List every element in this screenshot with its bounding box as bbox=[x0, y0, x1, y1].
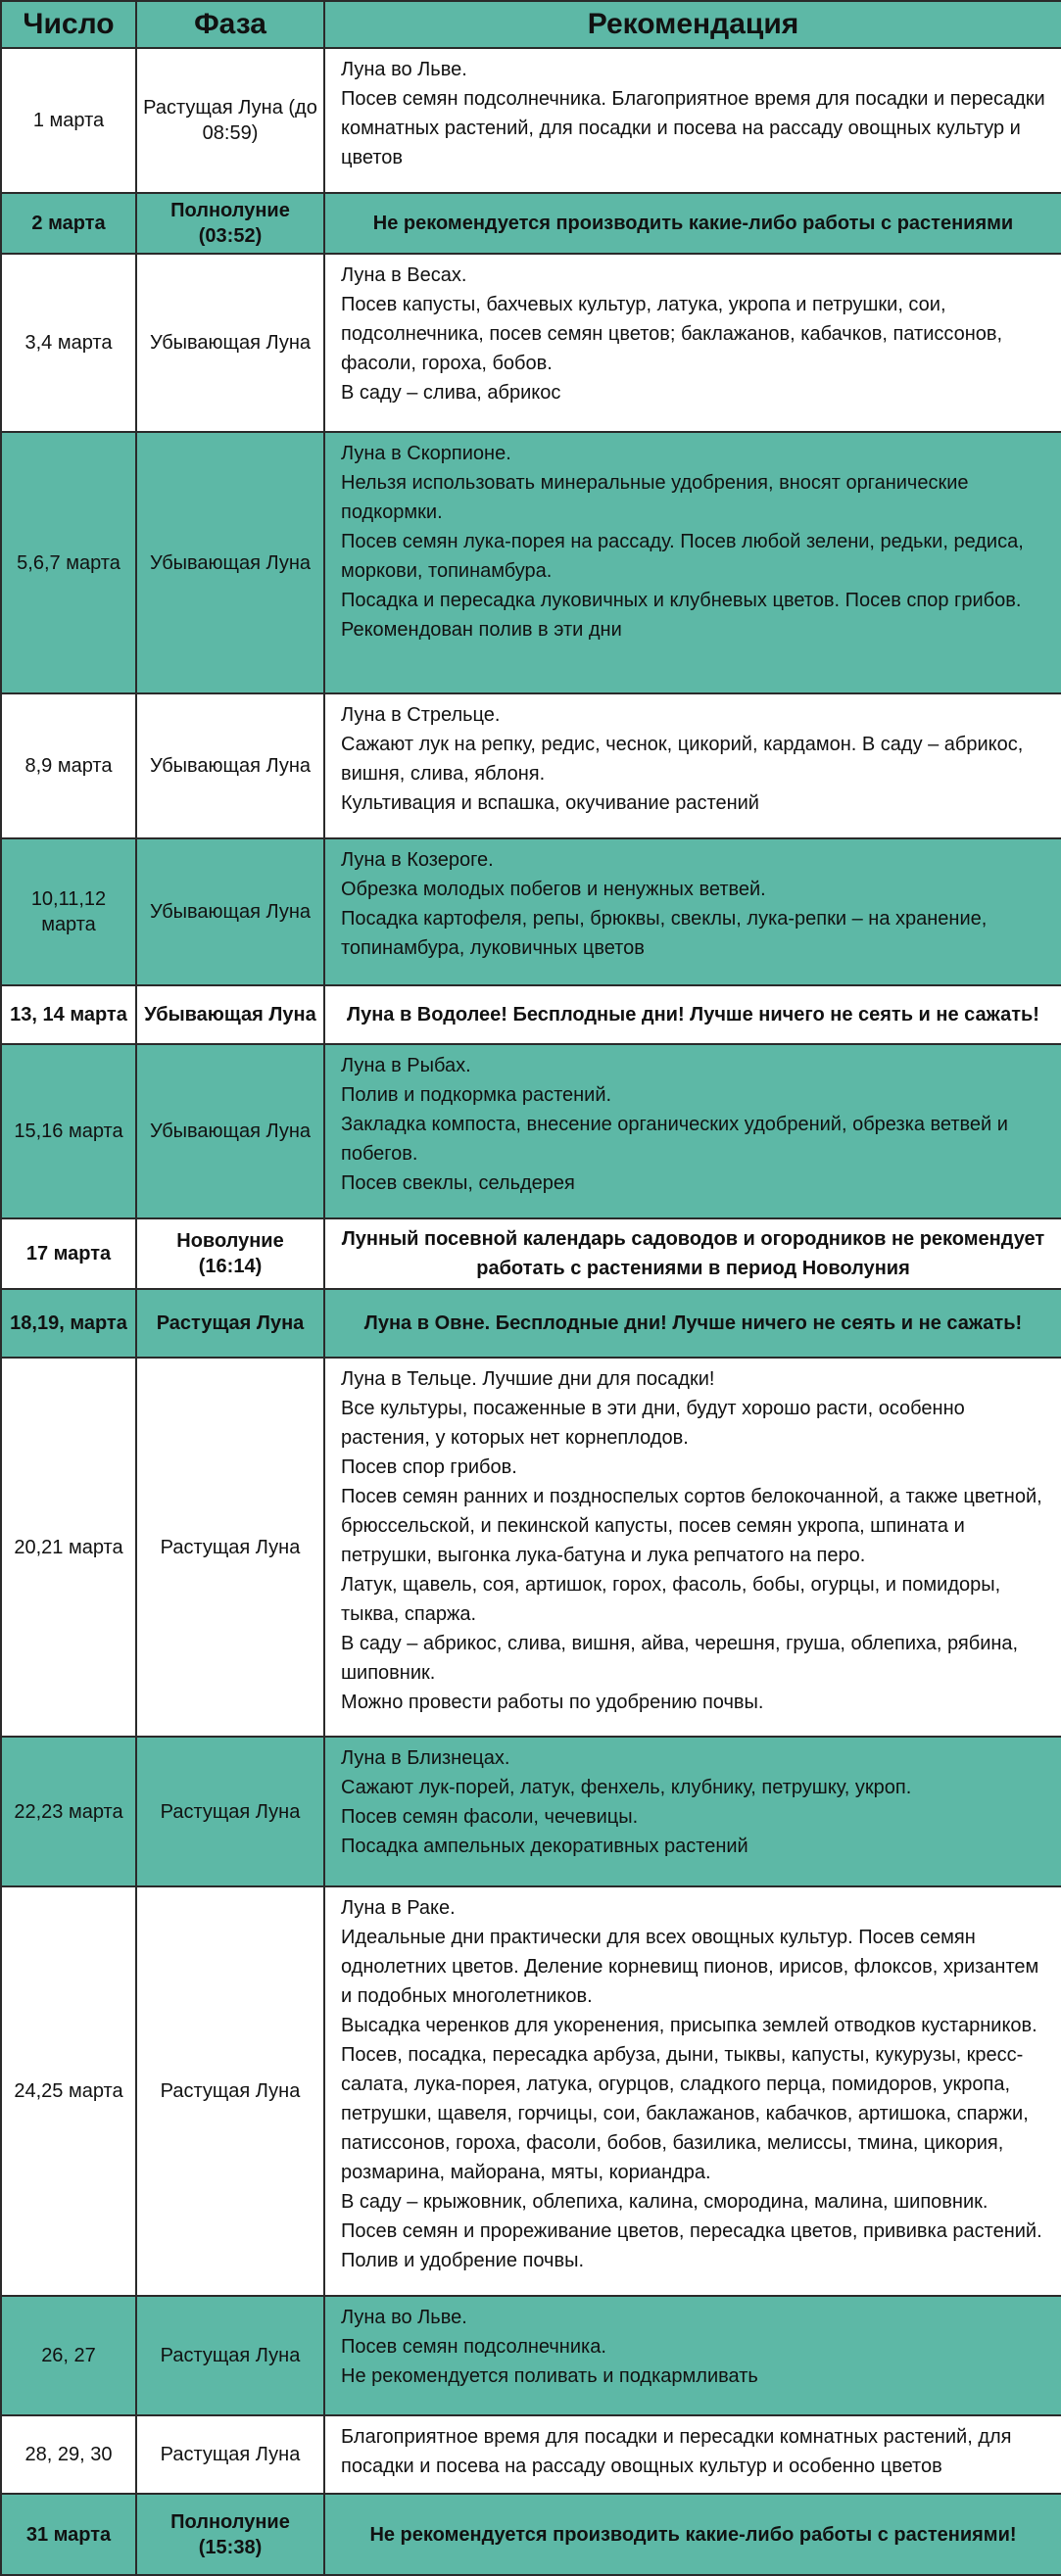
recommendation-line: Посев семян и прореживание цветов, пересадка цветов, прививка растений. bbox=[341, 2220, 1042, 2242]
recommendation-line: Луна в Козероге. bbox=[341, 849, 494, 871]
row-date: 5,6,7 марта bbox=[1, 432, 136, 693]
recommendation-line: Полив и удобрение почвы. bbox=[341, 2250, 585, 2271]
row-phase: Растущая Луна bbox=[136, 1886, 324, 2296]
table-row bbox=[1, 1289, 1061, 1358]
row-date: 8,9 марта bbox=[1, 693, 136, 838]
table-row bbox=[1, 1218, 1061, 1289]
row-date: 22,23 марта bbox=[1, 1737, 136, 1886]
recommendation-line: Полив и подкормка растений. bbox=[341, 1084, 612, 1106]
row-phase: Полнолуние (03:52) bbox=[136, 193, 324, 254]
table-row bbox=[1, 2494, 1061, 2575]
table-row bbox=[1, 1886, 1061, 2296]
recommendation-line: Можно провести работы по удобрению почвы. bbox=[341, 1692, 764, 1713]
table-row bbox=[1, 432, 1061, 693]
header-date: Число bbox=[1, 1, 136, 48]
recommendation-line: Лунный посевной календарь садоводов и огородников не рекомендует работать с растениями в период Новолуния bbox=[341, 1228, 1045, 1279]
row-phase: Убывающая Луна bbox=[136, 1044, 324, 1218]
recommendation-line: Сажают лук на репку, редис, чеснок, цикорий, кардамон. В саду – абрикос, вишня, слива, яблоня. bbox=[341, 734, 1024, 785]
row-recommendation bbox=[324, 1044, 1061, 1218]
recommendation-line: Посев, посадка, пересадка арбуза, дыни, тыквы, капусты, кукурузы, кресс-салата, лука-порея, латука, огурцов, сладкого перца, помидоров, укропа, петрушки, щавеля, горчицы, сои, баклажанов, кабачков, артишока, спаржи, патиссонов, гороха, фасоли, бобов, базилика, мелиссы, тмина, цикория, розмарина, майорана, мяты, кориандра. bbox=[341, 2044, 1029, 2183]
row-date: 2 марта bbox=[1, 193, 136, 254]
row-recommendation bbox=[324, 1737, 1061, 1886]
recommendation-line: Луна в Скорпионе. bbox=[341, 443, 511, 464]
row-date: 18,19, марта bbox=[1, 1289, 136, 1358]
recommendation-line: Посев семян ранних и поздноспелых сортов белокочанной, а также цветной, брюссельской, и пекинской капусты, посев семян укропа, шпината и петрушки, выгонка лука-батуна и лука репчатого на перо. bbox=[341, 1486, 1042, 1566]
recommendation-line: Идеальные дни практически для всех овощных культур. Посев семян однолетних цветов. Деление корневищ пионов, ирисов, флоксов, хризантем и подобных многолетников. bbox=[341, 1927, 1039, 2007]
recommendation-line: Луна в Водолее! Бесплодные дни! Лучше ничего не сеять и не сажать! bbox=[347, 1004, 1039, 1026]
recommendation-line: Луна в Тельце. Лучшие дни для посадки! bbox=[341, 1368, 715, 1390]
row-date: 26, 27 bbox=[1, 2296, 136, 2415]
recommendation-line: Нельзя использовать минеральные удобрения, вносят органические подкормки. bbox=[341, 472, 969, 523]
row-date: 20,21 марта bbox=[1, 1358, 136, 1737]
recommendation-line: В саду – крыжовник, облепиха, калина, смородина, малина, шиповник. bbox=[341, 2191, 989, 2213]
table-row bbox=[1, 838, 1061, 985]
row-phase: Полнолуние (15:38) bbox=[136, 2494, 324, 2575]
recommendation-line: Посев капусты, бахчевых культур, латука, укропа и петрушки, сои, подсолнечника, посев семян цветов; баклажанов, кабачков, патиссонов, фасоли, гороха, бобов. bbox=[341, 294, 1003, 374]
recommendation-line: Посев семян лука-порея на рассаду. Посев любой зелени, редьки, редиса, моркови, топинамбура. bbox=[341, 531, 1024, 582]
table-row bbox=[1, 985, 1061, 1044]
recommendation-line: Посев семян подсолнечника. Благоприятное время для посадки и пересадки комнатных растений, для посадки и посева на рассаду овощных культур и цветов bbox=[341, 88, 1045, 168]
header-phase: Фаза bbox=[136, 1, 324, 48]
row-phase: Убывающая Луна bbox=[136, 254, 324, 432]
row-date: 13, 14 марта bbox=[1, 985, 136, 1044]
row-recommendation bbox=[324, 1218, 1061, 1289]
table-row bbox=[1, 1044, 1061, 1218]
recommendation-line: Луна в Раке. bbox=[341, 1897, 456, 1919]
row-date: 3,4 марта bbox=[1, 254, 136, 432]
row-phase: Растущая Луна bbox=[136, 1289, 324, 1358]
recommendation-line: Не рекомендуется производить какие-либо работы с растениями bbox=[372, 213, 1014, 234]
recommendation-line: Все культуры, посаженные в эти дни, будут хорошо расти, особенно растения, у которых нет корнеплодов. bbox=[341, 1398, 965, 1449]
recommendation-line: Луна в Овне. Бесплодные дни! Лучше ничего не сеять и не сажать! bbox=[363, 1312, 1023, 1334]
recommendation-line: Луна в Весах. bbox=[341, 264, 467, 286]
recommendation-line: Посев свеклы, сельдерея bbox=[341, 1172, 575, 1194]
recommendation-line: Сажают лук-порей, латук, фенхель, клубнику, петрушку, укроп. bbox=[341, 1777, 912, 1798]
row-recommendation bbox=[324, 1358, 1061, 1737]
row-date: 31 марта bbox=[1, 2494, 136, 2575]
header-recommendation: Рекомендация bbox=[324, 1, 1061, 48]
recommendation-line: В саду – слива, абрикос bbox=[341, 382, 561, 404]
row-phase: Убывающая Луна bbox=[136, 693, 324, 838]
row-phase: Убывающая Луна bbox=[136, 432, 324, 693]
recommendation-line: Луна в Стрельце. bbox=[341, 704, 501, 726]
row-phase: Растущая Луна (до 08:59) bbox=[136, 48, 324, 193]
recommendation-line: В саду – абрикос, слива, вишня, айва, черешня, груша, облепиха, рябина, шиповник. bbox=[341, 1633, 1019, 1684]
table-row bbox=[1, 2415, 1061, 2494]
row-recommendation bbox=[324, 254, 1061, 432]
row-date: 1 марта bbox=[1, 48, 136, 193]
recommendation-line: Луна во Льве. bbox=[341, 59, 467, 80]
row-phase: Новолуние (16:14) bbox=[136, 1218, 324, 1289]
row-phase: Убывающая Луна bbox=[136, 985, 324, 1044]
row-recommendation bbox=[324, 838, 1061, 985]
row-recommendation bbox=[324, 1886, 1061, 2296]
table-row bbox=[1, 193, 1061, 254]
header-row bbox=[1, 1, 1061, 48]
recommendation-line: Посадка ампельных декоративных растений bbox=[341, 1836, 748, 1857]
recommendation-line: Высадка черенков для укоренения, присыпка землей отводков кустарников. bbox=[341, 2015, 1037, 2036]
row-date: 15,16 марта bbox=[1, 1044, 136, 1218]
row-recommendation bbox=[324, 48, 1061, 193]
row-phase: Растущая Луна bbox=[136, 1358, 324, 1737]
table-row bbox=[1, 2296, 1061, 2415]
row-date: 24,25 марта bbox=[1, 1886, 136, 2296]
recommendation-line: Луна в Близнецах. bbox=[341, 1747, 510, 1769]
recommendation-line: Латук, щавель, соя, артишок, горох, фасоль, бобы, огурцы, и помидоры, тыква, спаржа. bbox=[341, 1574, 1001, 1625]
table-row bbox=[1, 693, 1061, 838]
table-row bbox=[1, 1358, 1061, 1737]
recommendation-line: Посадка картофеля, репы, брюквы, свеклы, лука-репки – на хранение, топинамбура, луковичных цветов bbox=[341, 908, 988, 959]
row-phase: Растущая Луна bbox=[136, 2415, 324, 2494]
row-date: 10,11,12 марта bbox=[1, 838, 136, 985]
table-body bbox=[1, 48, 1061, 2575]
recommendation-line: Посев семян фасоли, чечевицы. bbox=[341, 1806, 639, 1828]
row-phase: Убывающая Луна bbox=[136, 838, 324, 985]
recommendation-line: Не рекомендуется производить какие-либо работы с растениями! bbox=[369, 2523, 1017, 2546]
row-date: 17 марта bbox=[1, 1218, 136, 1289]
row-phase: Растущая Луна bbox=[136, 1737, 324, 1886]
row-recommendation bbox=[324, 2415, 1061, 2494]
row-date: 28, 29, 30 bbox=[1, 2415, 136, 2494]
row-recommendation bbox=[324, 193, 1061, 254]
row-phase: Растущая Луна bbox=[136, 2296, 324, 2415]
row-recommendation bbox=[324, 432, 1061, 693]
recommendation-line: Луна в Рыбах. bbox=[341, 1055, 471, 1076]
row-recommendation bbox=[324, 2494, 1061, 2575]
recommendation-line: Посадка и пересадка луковичных и клубневых цветов. Посев спор грибов. bbox=[341, 590, 1022, 611]
recommendation-line: Благоприятное время для посадки и пересадки комнатных растений, для посадки и посева на рассаду овощных культур и особенно цветов bbox=[341, 2426, 1012, 2477]
table-row bbox=[1, 254, 1061, 432]
row-recommendation bbox=[324, 2296, 1061, 2415]
recommendation-line: Луна во Льве. bbox=[341, 2307, 467, 2328]
table-header bbox=[1, 1, 1061, 48]
recommendation-line: Рекомендован полив в эти дни bbox=[341, 619, 622, 641]
recommendation-line: Обрезка молодых побегов и ненужных ветвей. bbox=[341, 879, 766, 900]
row-recommendation bbox=[324, 693, 1061, 838]
row-recommendation bbox=[324, 1289, 1061, 1358]
table-row bbox=[1, 48, 1061, 193]
recommendation-line: Посев спор грибов. bbox=[341, 1456, 517, 1478]
recommendation-line: Посев семян подсолнечника. bbox=[341, 2336, 606, 2358]
row-recommendation bbox=[324, 985, 1061, 1044]
recommendation-line: Не рекомендуется поливать и подкармливать bbox=[341, 2365, 758, 2387]
recommendation-line: Культивация и вспашка, окучивание растений bbox=[341, 792, 759, 814]
table-row bbox=[1, 1737, 1061, 1886]
recommendation-line: Закладка компоста, внесение органических удобрений, обрезка ветвей и побегов. bbox=[341, 1114, 1008, 1165]
